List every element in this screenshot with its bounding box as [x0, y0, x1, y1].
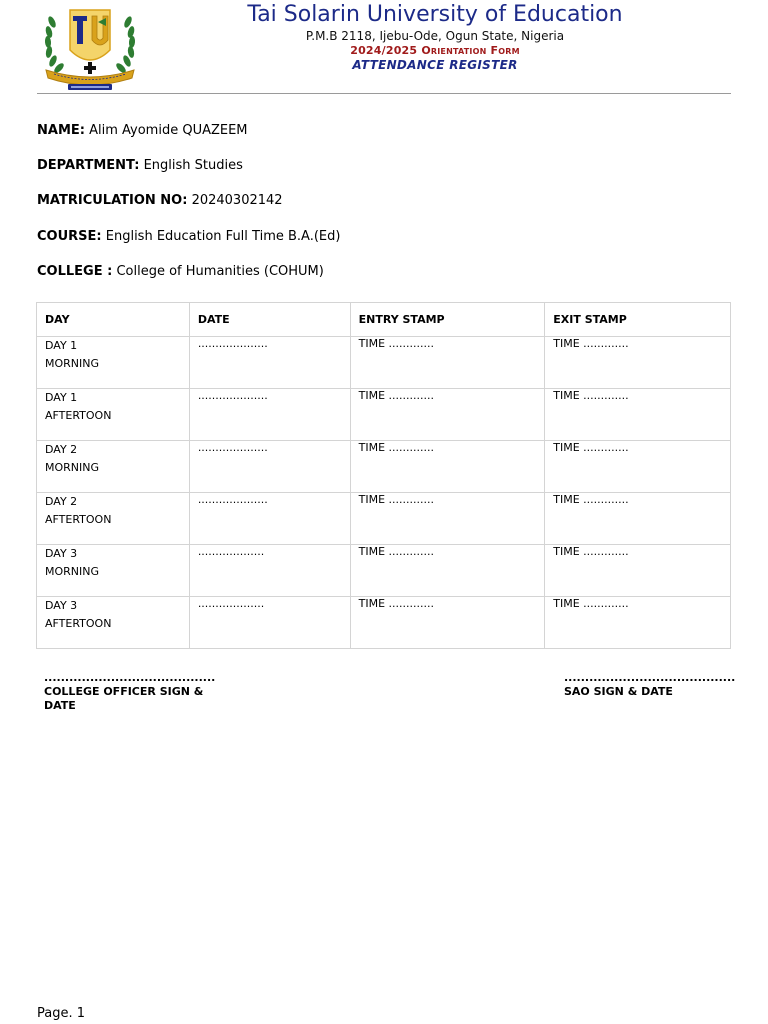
matric-value: 20240302142 [191, 193, 283, 208]
exit-stamp-cell[interactable]: TIME ............. [545, 545, 731, 597]
signature-label: COLLEGE OFFICER SIGN & DATE [44, 685, 204, 712]
date-cell[interactable]: .................... [189, 493, 350, 545]
exit-stamp-cell[interactable]: TIME ............. [545, 493, 731, 545]
exit-stamp-cell[interactable]: TIME ............. [545, 597, 731, 649]
period-label: AFTERTOON [45, 513, 112, 526]
period-label: AFTERTOON [45, 617, 112, 630]
department-label: DEPARTMENT: [37, 158, 140, 173]
university-crest-icon [40, 4, 140, 94]
day-label: DAY 1 [45, 391, 78, 404]
name-label: NAME: [37, 123, 85, 138]
day-cell [37, 493, 190, 545]
date-cell[interactable]: .................... [189, 389, 350, 441]
sao-signature [564, 671, 734, 699]
column-header-exit: EXIT STAMP [545, 303, 731, 337]
signature-line[interactable]: ......................................... [564, 671, 736, 684]
college-value: College of Humanities (COHUM) [116, 264, 324, 279]
day-cell [37, 597, 190, 649]
document-header [150, 2, 720, 72]
entry-stamp-cell[interactable]: TIME ............. [350, 389, 545, 441]
table-row [37, 597, 731, 649]
college-officer-signature [44, 671, 214, 713]
attendance-table [36, 302, 731, 649]
department-value: English Studies [143, 158, 243, 173]
date-cell[interactable]: .................... [189, 441, 350, 493]
table-row [37, 337, 731, 389]
form-title: Orientation Form [421, 44, 520, 57]
college-label: COLLEGE : [37, 264, 113, 279]
column-header-date: DATE [189, 303, 350, 337]
column-header-day: DAY [37, 303, 190, 337]
period-label: AFTERTOON [45, 409, 112, 422]
course-field [37, 229, 340, 245]
table-header-row [37, 303, 731, 337]
day-label: DAY 2 [45, 443, 78, 456]
entry-stamp-cell[interactable]: TIME ............. [350, 493, 545, 545]
register-title: ATTENDANCE REGISTER [352, 58, 518, 72]
column-header-entry: ENTRY STAMP [350, 303, 545, 337]
entry-stamp-cell[interactable]: TIME ............. [350, 337, 545, 389]
university-address: P.M.B 2118, Ijebu-Ode, Ogun State, Nigeria [305, 29, 565, 43]
exit-stamp-cell[interactable]: TIME ............. [545, 441, 731, 493]
entry-stamp-cell[interactable]: TIME ............. [350, 545, 545, 597]
table-row [37, 493, 731, 545]
day-label: DAY 3 [45, 547, 78, 560]
day-label: DAY 1 [45, 339, 78, 352]
matric-field [37, 193, 283, 209]
matric-label: MATRICULATION NO: [37, 193, 188, 208]
name-value: Alim Ayomide QUAZEEM [89, 123, 248, 138]
exit-stamp-cell[interactable]: TIME ............. [545, 337, 731, 389]
signature-line[interactable]: ......................................... [44, 671, 216, 684]
date-cell[interactable]: .................... [189, 337, 350, 389]
day-cell [37, 337, 190, 389]
header-divider [37, 93, 731, 94]
day-cell [37, 545, 190, 597]
table-row [37, 389, 731, 441]
entry-stamp-cell[interactable]: TIME ............. [350, 597, 545, 649]
day-cell [37, 389, 190, 441]
day-cell [37, 441, 190, 493]
date-cell[interactable]: ................... [189, 597, 350, 649]
date-cell[interactable]: ................... [189, 545, 350, 597]
period-label: MORNING [45, 461, 100, 474]
table-row [37, 545, 731, 597]
exit-stamp-cell[interactable]: TIME ............. [545, 389, 731, 441]
university-name: Tai Solarin University of Education [247, 2, 623, 27]
department-field [37, 158, 243, 174]
signature-label: SAO SIGN & DATE [564, 685, 673, 698]
day-label: DAY 3 [45, 599, 78, 612]
session-year: 2024/2025 [350, 44, 418, 57]
course-value: English Education Full Time B.A.(Ed) [105, 229, 341, 244]
period-label: MORNING [45, 357, 100, 370]
orientation-form-title [150, 44, 720, 58]
period-label: MORNING [45, 565, 100, 578]
course-label: COURSE: [37, 229, 102, 244]
entry-stamp-cell[interactable]: TIME ............. [350, 441, 545, 493]
table-row [37, 441, 731, 493]
page-number: Page. 1 [37, 1006, 86, 1021]
name-field [37, 123, 248, 139]
day-label: DAY 2 [45, 495, 78, 508]
college-field [37, 264, 324, 280]
